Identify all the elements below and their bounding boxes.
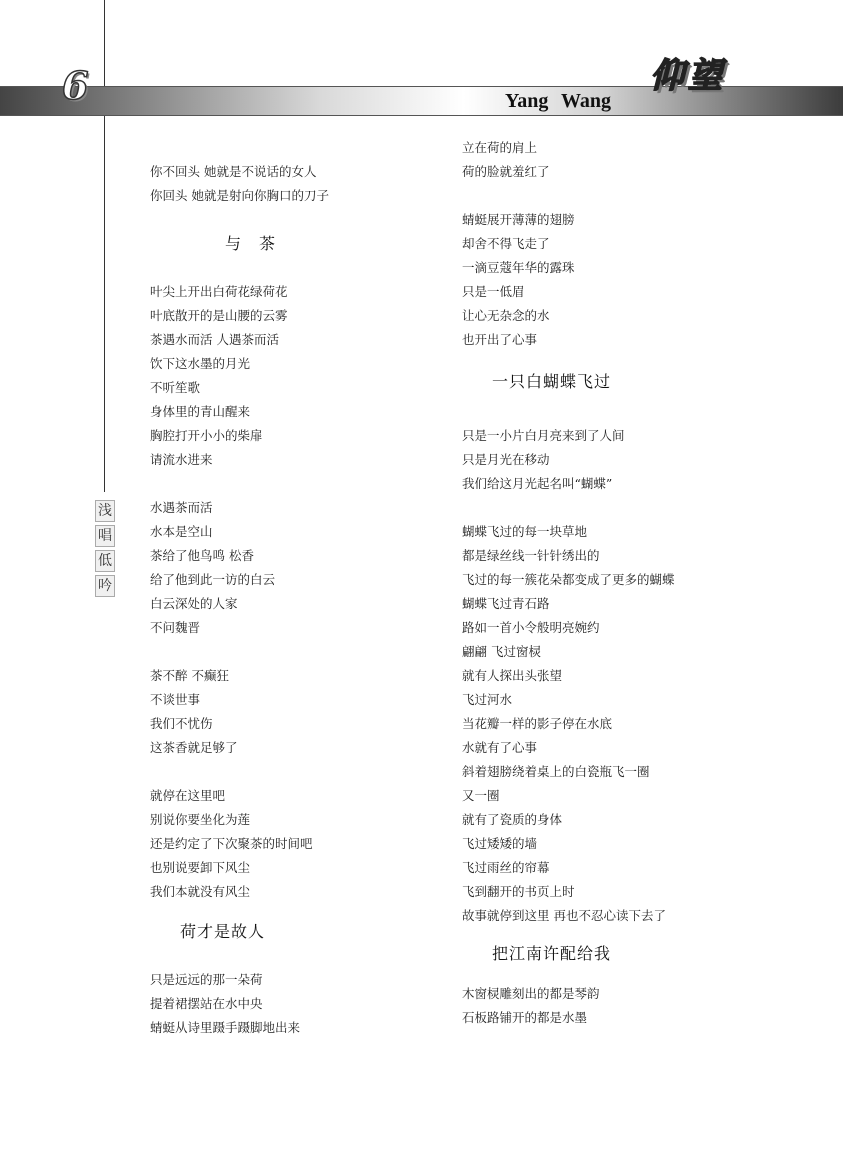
poem-line: 故事就停到这里 再也不忍心读下去了 [462, 908, 666, 923]
poem-line: 飞过矮矮的墙 [462, 836, 538, 851]
poem-line: 立在荷的肩上 [462, 140, 538, 155]
poem-line: 不谈世事 [150, 692, 201, 707]
poem-line: 身体里的青山醒来 [150, 404, 251, 419]
poem-line: 就有人探出头张望 [462, 668, 563, 683]
poem-line: 翩翩 飞过窗棂 [462, 644, 541, 659]
side-tab-char: 低 [95, 550, 115, 572]
poem-line: 让心无杂念的水 [462, 308, 550, 323]
side-tab-char: 吟 [95, 575, 115, 597]
poem-line: 不问魏晋 [150, 620, 201, 635]
poem-line: 我们不忧伤 [150, 716, 213, 731]
side-tab [95, 500, 115, 600]
page-number: 6 [62, 63, 89, 108]
poem-line: 茶给了他鸟鸣 松香 [150, 548, 254, 563]
poem-line: 只是一低眉 [462, 284, 525, 299]
poem-line: 蝴蝶飞过的每一块草地 [462, 524, 588, 539]
poem-line: 叶底散开的是山腰的云雾 [150, 308, 288, 323]
poem-title: 一只白蝴蝶飞过 [492, 372, 612, 391]
poem-line: 一滴豆蔻年华的露珠 [462, 260, 575, 275]
margin-rule [104, 0, 105, 492]
poem-line: 却舍不得飞走了 [462, 236, 550, 251]
poem-line: 飞过河水 [462, 692, 513, 707]
poem-line: 不听笙歌 [150, 380, 201, 395]
poem-title: 荷才是故人 [180, 922, 266, 941]
poem-line: 只是一小片白月亮来到了人间 [462, 428, 625, 443]
poem-line: 水就有了心事 [462, 740, 538, 755]
side-tab-char: 浅 [95, 500, 115, 522]
poem-line: 我们本就没有风尘 [150, 884, 251, 899]
left-column [150, 160, 440, 1040]
poem-line: 也开出了心事 [462, 332, 538, 347]
poem-line: 水遇茶而活 [150, 500, 213, 515]
poem-line: 木窗棂雕刻出的都是琴韵 [462, 986, 600, 1001]
poem-title: 把江南许配给我 [492, 944, 612, 963]
poem-line: 飞过的每一簇花朵都变成了更多的蝴蝶 [462, 572, 675, 587]
poem-line: 白云深处的人家 [150, 596, 238, 611]
poem-line: 就有了瓷质的身体 [462, 812, 563, 827]
poem-line: 只是月光在移动 [462, 452, 550, 467]
poem-line: 飞过雨丝的帘幕 [462, 860, 550, 875]
poem-line: 蝴蝶飞过青石路 [462, 596, 550, 611]
poem-line: 饮下这水墨的月光 [150, 356, 251, 371]
poem-line: 你回头 她就是射向你胸口的刀子 [150, 188, 329, 203]
poem-line: 斜着翅膀绕着桌上的白瓷瓶飞一圈 [462, 764, 650, 779]
section-logo: 仰望 [650, 56, 726, 96]
poem-line: 路如一首小令般明亮婉约 [462, 620, 600, 635]
right-column [462, 136, 762, 1030]
poem-title: 与 茶 [225, 234, 277, 253]
poem-line: 蜻蜓展开薄薄的翅膀 [462, 212, 575, 227]
poem-line: 我们给这月光起名叫“蝴蝶” [462, 476, 613, 491]
poem-line: 荷的脸就羞红了 [462, 164, 550, 179]
poem-line: 叶尖上开出白荷花绿荷花 [150, 284, 288, 299]
poem-line: 蜻蜓从诗里蹑手蹑脚地出来 [150, 1020, 301, 1035]
poem-line: 又一圈 [462, 788, 500, 803]
poem-line: 当花瓣一样的影子停在水底 [462, 716, 613, 731]
poem-line: 茶不醉 不癫狂 [150, 668, 229, 683]
poem-line: 请流水进来 [150, 452, 213, 467]
poem-line: 飞到翻开的书页上时 [462, 884, 575, 899]
side-tab-char: 唱 [95, 525, 115, 547]
poem-line: 你不回头 她就是不说话的女人 [150, 164, 317, 179]
poem-line: 只是远远的那一朵荷 [150, 972, 263, 987]
poem-line: 茶遇水而活 人遇茶而活 [150, 332, 279, 347]
poem-line: 这茶香就足够了 [150, 740, 238, 755]
poem-line: 提着裙摆站在水中央 [150, 996, 263, 1011]
poem-line: 还是约定了下次聚茶的时间吧 [150, 836, 313, 851]
poem-line: 给了他到此一访的白云 [150, 572, 276, 587]
header-subtitle: Yang Wang [505, 90, 612, 112]
poem-line: 也别说要卸下风尘 [150, 860, 251, 875]
poem-line: 石板路铺开的都是水墨 [462, 1010, 588, 1025]
poem-line: 别说你要坐化为莲 [150, 812, 251, 827]
poem-line: 都是绿丝线一针针绣出的 [462, 548, 600, 563]
poem-line: 就停在这里吧 [150, 788, 226, 803]
poem-line: 胸腔打开小小的柴扉 [150, 428, 263, 443]
poem-line: 水本是空山 [150, 524, 213, 539]
